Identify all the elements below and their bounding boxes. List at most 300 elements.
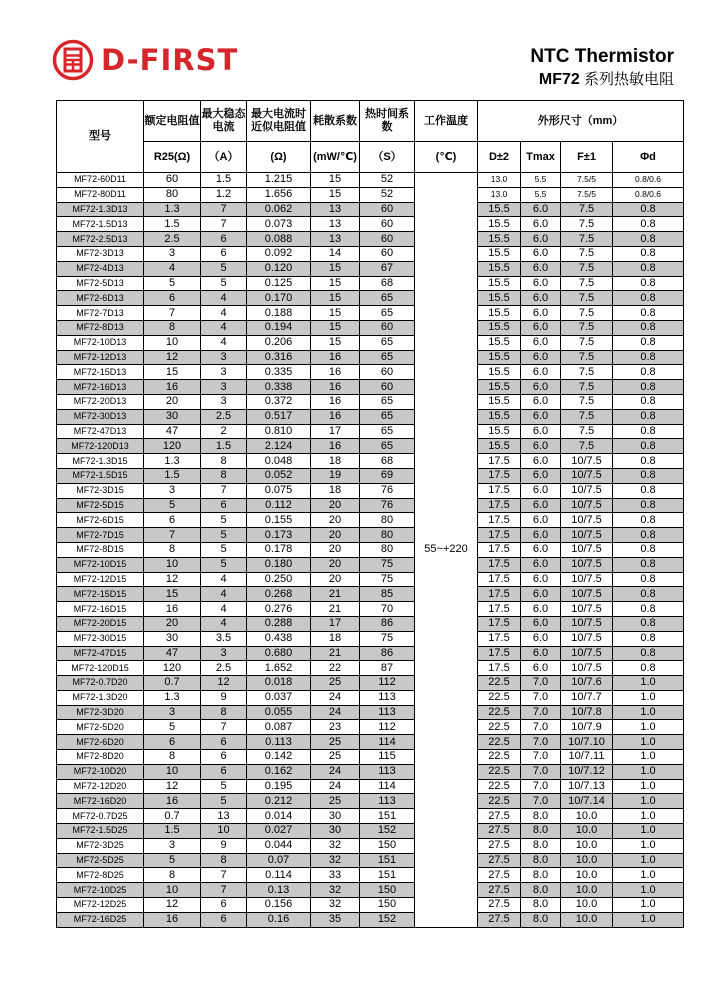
cell-f: 7.5 [561, 276, 613, 291]
cell-phi-d: 0.8/0.6 [613, 187, 684, 202]
cell-dissipation: 20 [311, 557, 360, 572]
cell-max-current: 5 [201, 513, 247, 528]
cell-r25: 16 [144, 794, 201, 809]
cell-tmax: 6.0 [521, 335, 561, 350]
cell-d: 15.5 [478, 394, 521, 409]
cell-approx-resistance: 0.194 [247, 320, 311, 335]
table-row [57, 853, 684, 868]
cell-phi-d: 0.8 [613, 557, 684, 572]
cell-r25: 1.3 [144, 690, 201, 705]
header-dimensions: 外形尺寸（mm） [478, 101, 684, 142]
cell-max-current: 1.5 [201, 439, 247, 454]
cell-f: 7.5 [561, 261, 613, 276]
cell-dissipation: 16 [311, 394, 360, 409]
cell-tmax: 6.0 [521, 380, 561, 395]
cell-model: MF72-0.7D20 [57, 676, 144, 691]
cell-d: 17.5 [478, 468, 521, 483]
cell-tmax: 8.0 [521, 883, 561, 898]
cell-model: MF72-8D20 [57, 750, 144, 765]
cell-dissipation: 33 [311, 868, 360, 883]
cell-d: 17.5 [478, 661, 521, 676]
cell-max-current: 7 [201, 868, 247, 883]
cell-r25: 15 [144, 587, 201, 602]
cell-f: 10/7.5 [561, 587, 613, 602]
cell-model: MF72-3D15 [57, 483, 144, 498]
cell-tmax: 6.0 [521, 646, 561, 661]
table-row [57, 424, 684, 439]
cell-d: 22.5 [478, 764, 521, 779]
cell-f: 10/7.9 [561, 720, 613, 735]
cell-model: MF72-7D13 [57, 306, 144, 321]
cell-operating-temperature: 55~+220 [415, 173, 478, 928]
cell-approx-resistance: 0.075 [247, 483, 311, 498]
cell-d: 27.5 [478, 868, 521, 883]
cell-phi-d: 1.0 [613, 838, 684, 853]
cell-max-current: 2.5 [201, 409, 247, 424]
cell-model: MF72-0.7D25 [57, 809, 144, 824]
table-row [57, 912, 684, 927]
cell-time-constant: 150 [360, 898, 415, 913]
cell-dissipation: 16 [311, 409, 360, 424]
cell-d: 22.5 [478, 750, 521, 765]
cell-r25: 1.5 [144, 468, 201, 483]
cell-f: 7.5 [561, 217, 613, 232]
cell-approx-resistance: 0.276 [247, 602, 311, 617]
cell-model: MF72-16D13 [57, 380, 144, 395]
cell-f: 10/7.8 [561, 705, 613, 720]
table-row [57, 809, 684, 824]
cell-dissipation: 21 [311, 646, 360, 661]
cell-dissipation: 15 [311, 173, 360, 188]
cell-time-constant: 75 [360, 557, 415, 572]
cell-tmax: 7.0 [521, 676, 561, 691]
cell-dissipation: 19 [311, 468, 360, 483]
cell-max-current: 8 [201, 468, 247, 483]
cell-tmax: 7.0 [521, 735, 561, 750]
table-row [57, 261, 684, 276]
cell-dissipation: 18 [311, 483, 360, 498]
cell-dissipation: 20 [311, 542, 360, 557]
cell-r25: 16 [144, 602, 201, 617]
cell-d: 17.5 [478, 602, 521, 617]
cell-approx-resistance: 0.16 [247, 912, 311, 927]
cell-time-constant: 152 [360, 824, 415, 839]
cell-time-constant: 80 [360, 513, 415, 528]
cell-approx-resistance: 0.178 [247, 542, 311, 557]
cell-time-constant: 113 [360, 794, 415, 809]
cell-time-constant: 52 [360, 173, 415, 188]
cell-phi-d: 0.8 [613, 365, 684, 380]
cell-phi-d: 0.8 [613, 394, 684, 409]
table-row [57, 572, 684, 587]
cell-time-constant: 150 [360, 883, 415, 898]
cell-phi-d: 0.8 [613, 350, 684, 365]
cell-approx-resistance: 0.316 [247, 350, 311, 365]
cell-tmax: 6.0 [521, 587, 561, 602]
cell-f: 10.0 [561, 824, 613, 839]
table-row [57, 542, 684, 557]
cell-max-current: 6 [201, 246, 247, 261]
cell-f: 7.5 [561, 320, 613, 335]
cell-approx-resistance: 0.113 [247, 735, 311, 750]
table-row [57, 764, 684, 779]
cell-model: MF72-3D25 [57, 838, 144, 853]
cell-tmax: 6.0 [521, 350, 561, 365]
cell-model: MF72-1.3D15 [57, 454, 144, 469]
table-row [57, 750, 684, 765]
cell-max-current: 4 [201, 335, 247, 350]
cell-time-constant: 85 [360, 587, 415, 602]
cell-d: 27.5 [478, 883, 521, 898]
cell-time-constant: 60 [360, 202, 415, 217]
cell-time-constant: 60 [360, 320, 415, 335]
cell-max-current: 8 [201, 454, 247, 469]
cell-dissipation: 32 [311, 898, 360, 913]
cell-tmax: 6.0 [521, 424, 561, 439]
cell-time-constant: 76 [360, 483, 415, 498]
cell-phi-d: 1.0 [613, 794, 684, 809]
cell-model: MF72-1.3D13 [57, 202, 144, 217]
cell-time-constant: 87 [360, 661, 415, 676]
header-mw: (mW/℃) [311, 142, 360, 173]
cell-phi-d: 0.8 [613, 498, 684, 513]
table-row [57, 720, 684, 735]
cell-r25: 15 [144, 365, 201, 380]
cell-d: 17.5 [478, 587, 521, 602]
cell-model: MF72-12D15 [57, 572, 144, 587]
cell-approx-resistance: 0.142 [247, 750, 311, 765]
cell-tmax: 7.0 [521, 720, 561, 735]
cell-dissipation: 15 [311, 320, 360, 335]
cell-tmax: 6.0 [521, 542, 561, 557]
cell-f: 10/7.5 [561, 483, 613, 498]
cell-model: MF72-16D25 [57, 912, 144, 927]
cell-phi-d: 1.0 [613, 883, 684, 898]
cell-time-constant: 113 [360, 690, 415, 705]
cell-model: MF72-120D15 [57, 661, 144, 676]
cell-dissipation: 13 [311, 232, 360, 247]
cell-dissipation: 23 [311, 720, 360, 735]
table-row [57, 528, 684, 543]
cell-phi-d: 0.8 [613, 335, 684, 350]
cell-dissipation: 17 [311, 424, 360, 439]
cell-model: MF72-8D15 [57, 542, 144, 557]
cell-max-current: 7 [201, 483, 247, 498]
cell-r25: 8 [144, 542, 201, 557]
cell-d: 17.5 [478, 483, 521, 498]
cell-tmax: 6.0 [521, 557, 561, 572]
logo-text: D-FIRST [101, 42, 239, 77]
table-row [57, 513, 684, 528]
cell-model: MF72-12D13 [57, 350, 144, 365]
cell-model: MF72-20D15 [57, 616, 144, 631]
cell-f: 10/7.5 [561, 572, 613, 587]
cell-model: MF72-4D13 [57, 261, 144, 276]
cell-phi-d: 0.8 [613, 454, 684, 469]
header-ohm: (Ω) [247, 142, 311, 173]
cell-model: MF72-15D15 [57, 587, 144, 602]
cell-model: MF72-1.3D20 [57, 690, 144, 705]
cell-tmax: 6.0 [521, 217, 561, 232]
cell-r25: 20 [144, 394, 201, 409]
spec-table-body [57, 173, 684, 928]
table-row [57, 676, 684, 691]
table-row [57, 616, 684, 631]
cell-r25: 1.3 [144, 454, 201, 469]
table-row [57, 690, 684, 705]
cell-dissipation: 15 [311, 306, 360, 321]
table-row [57, 187, 684, 202]
cell-approx-resistance: 0.048 [247, 454, 311, 469]
cell-tmax: 6.0 [521, 246, 561, 261]
cell-r25: 2.5 [144, 232, 201, 247]
cell-f: 7.5/5 [561, 173, 613, 188]
cell-f: 10/7.5 [561, 646, 613, 661]
cell-d: 27.5 [478, 912, 521, 927]
cell-d: 22.5 [478, 705, 521, 720]
header-dissipation: 耗散系数 [311, 101, 360, 142]
cell-phi-d: 0.8 [613, 424, 684, 439]
cell-phi-d: 0.8 [613, 616, 684, 631]
cell-approx-resistance: 0.680 [247, 646, 311, 661]
cell-dissipation: 15 [311, 187, 360, 202]
cell-r25: 3 [144, 483, 201, 498]
cell-tmax: 8.0 [521, 898, 561, 913]
cell-time-constant: 151 [360, 809, 415, 824]
cell-approx-resistance: 1.215 [247, 173, 311, 188]
cell-model: MF72-5D25 [57, 853, 144, 868]
cell-approx-resistance: 0.517 [247, 409, 311, 424]
cell-approx-resistance: 0.062 [247, 202, 311, 217]
cell-tmax: 6.0 [521, 661, 561, 676]
cell-tmax: 7.0 [521, 705, 561, 720]
cell-r25: 5 [144, 498, 201, 513]
cell-dissipation: 16 [311, 439, 360, 454]
cell-max-current: 3 [201, 380, 247, 395]
cell-f: 7.5 [561, 350, 613, 365]
cell-f: 10.0 [561, 868, 613, 883]
cell-phi-d: 0.8 [613, 380, 684, 395]
table-row [57, 320, 684, 335]
cell-tmax: 7.0 [521, 779, 561, 794]
cell-f: 10.0 [561, 853, 613, 868]
header-f: F±1 [561, 142, 613, 173]
cell-d: 17.5 [478, 528, 521, 543]
cell-approx-resistance: 0.044 [247, 838, 311, 853]
cell-model: MF72-10D13 [57, 335, 144, 350]
cell-f: 10/7.14 [561, 794, 613, 809]
d-first-logo-icon [52, 39, 94, 81]
cell-r25: 8 [144, 320, 201, 335]
cell-d: 17.5 [478, 513, 521, 528]
cell-phi-d: 0.8 [613, 572, 684, 587]
cell-time-constant: 65 [360, 409, 415, 424]
cell-d: 15.5 [478, 350, 521, 365]
cell-time-constant: 60 [360, 380, 415, 395]
table-row [57, 173, 684, 188]
cell-f: 10.0 [561, 838, 613, 853]
cell-d: 17.5 [478, 557, 521, 572]
table-row [57, 824, 684, 839]
cell-f: 10/7.5 [561, 498, 613, 513]
cell-model: MF72-5D15 [57, 498, 144, 513]
cell-r25: 60 [144, 173, 201, 188]
table-row [57, 587, 684, 602]
cell-tmax: 6.0 [521, 439, 561, 454]
header-celsius: (℃) [415, 142, 478, 173]
cell-tmax: 6.0 [521, 306, 561, 321]
cell-r25: 30 [144, 409, 201, 424]
cell-d: 15.5 [478, 380, 521, 395]
cell-f: 10/7.5 [561, 528, 613, 543]
cell-time-constant: 68 [360, 454, 415, 469]
table-row [57, 232, 684, 247]
cell-max-current: 6 [201, 764, 247, 779]
cell-max-current: 8 [201, 853, 247, 868]
cell-max-current: 7 [201, 883, 247, 898]
cell-dissipation: 35 [311, 912, 360, 927]
cell-approx-resistance: 0.156 [247, 898, 311, 913]
cell-tmax: 6.0 [521, 616, 561, 631]
cell-max-current: 4 [201, 572, 247, 587]
cell-approx-resistance: 0.173 [247, 528, 311, 543]
cell-max-current: 9 [201, 838, 247, 853]
cell-max-current: 4 [201, 306, 247, 321]
cell-dissipation: 16 [311, 380, 360, 395]
cell-r25: 12 [144, 898, 201, 913]
cell-max-current: 7 [201, 217, 247, 232]
cell-tmax: 8.0 [521, 912, 561, 927]
cell-r25: 10 [144, 883, 201, 898]
cell-time-constant: 69 [360, 468, 415, 483]
cell-f: 10/7.13 [561, 779, 613, 794]
cell-phi-d: 1.0 [613, 764, 684, 779]
cell-time-constant: 112 [360, 676, 415, 691]
cell-approx-resistance: 0.162 [247, 764, 311, 779]
cell-approx-resistance: 1.656 [247, 187, 311, 202]
cell-time-constant: 75 [360, 572, 415, 587]
cell-r25: 120 [144, 661, 201, 676]
cell-max-current: 1.5 [201, 173, 247, 188]
cell-time-constant: 60 [360, 365, 415, 380]
cell-approx-resistance: 0.155 [247, 513, 311, 528]
cell-time-constant: 151 [360, 868, 415, 883]
cell-r25: 10 [144, 557, 201, 572]
cell-time-constant: 67 [360, 261, 415, 276]
cell-phi-d: 1.0 [613, 779, 684, 794]
cell-model: MF72-12D25 [57, 898, 144, 913]
cell-approx-resistance: 1.652 [247, 661, 311, 676]
cell-time-constant: 86 [360, 646, 415, 661]
cell-d: 22.5 [478, 794, 521, 809]
cell-r25: 47 [144, 646, 201, 661]
cell-phi-d: 0.8 [613, 631, 684, 646]
header-d: D±2 [478, 142, 521, 173]
cell-dissipation: 25 [311, 735, 360, 750]
cell-r25: 1.5 [144, 217, 201, 232]
cell-dissipation: 20 [311, 513, 360, 528]
cell-phi-d: 1.0 [613, 735, 684, 750]
cell-phi-d: 0.8 [613, 217, 684, 232]
table-row [57, 454, 684, 469]
cell-dissipation: 16 [311, 365, 360, 380]
cell-tmax: 6.0 [521, 468, 561, 483]
cell-approx-resistance: 0.288 [247, 616, 311, 631]
cell-r25: 6 [144, 291, 201, 306]
header-sec: （S） [360, 142, 415, 173]
cell-d: 17.5 [478, 631, 521, 646]
cell-max-current: 5 [201, 557, 247, 572]
cell-phi-d: 0.8 [613, 661, 684, 676]
cell-f: 7.5 [561, 424, 613, 439]
table-row [57, 409, 684, 424]
cell-r25: 5 [144, 853, 201, 868]
table-row [57, 394, 684, 409]
cell-max-current: 6 [201, 735, 247, 750]
cell-d: 13.0 [478, 187, 521, 202]
cell-dissipation: 32 [311, 838, 360, 853]
cell-time-constant: 75 [360, 631, 415, 646]
cell-dissipation: 15 [311, 335, 360, 350]
cell-approx-resistance: 0.206 [247, 335, 311, 350]
cell-max-current: 4 [201, 291, 247, 306]
cell-tmax: 6.0 [521, 394, 561, 409]
cell-time-constant: 60 [360, 217, 415, 232]
cell-r25: 0.7 [144, 809, 201, 824]
cell-f: 7.5 [561, 232, 613, 247]
table-row [57, 380, 684, 395]
cell-max-current: 5 [201, 542, 247, 557]
product-subtitle [539, 68, 674, 89]
cell-f: 10/7.5 [561, 468, 613, 483]
cell-max-current: 3 [201, 646, 247, 661]
cell-phi-d: 1.0 [613, 705, 684, 720]
table-row [57, 794, 684, 809]
cell-phi-d: 0.8 [613, 439, 684, 454]
cell-time-constant: 114 [360, 735, 415, 750]
cell-max-current: 6 [201, 750, 247, 765]
cell-model: MF72-15D13 [57, 365, 144, 380]
table-row [57, 217, 684, 232]
table-row [57, 483, 684, 498]
cell-tmax: 6.0 [521, 202, 561, 217]
cell-approx-resistance: 0.088 [247, 232, 311, 247]
cell-dissipation: 13 [311, 217, 360, 232]
cell-max-current: 6 [201, 912, 247, 927]
cell-d: 17.5 [478, 616, 521, 631]
cell-phi-d: 0.8 [613, 513, 684, 528]
cell-tmax: 7.0 [521, 750, 561, 765]
header-phi-d: Φd [613, 142, 684, 173]
cell-f: 7.5/5 [561, 187, 613, 202]
cell-f: 10.0 [561, 898, 613, 913]
cell-d: 17.5 [478, 646, 521, 661]
cell-model: MF72-3D13 [57, 246, 144, 261]
cell-f: 10/7.5 [561, 454, 613, 469]
cell-approx-resistance: 0.372 [247, 394, 311, 409]
cell-model: MF72-5D13 [57, 276, 144, 291]
header-max-current: 最大稳态电流 [201, 101, 247, 142]
cell-model: MF72-10D20 [57, 764, 144, 779]
cell-phi-d: 0.8 [613, 409, 684, 424]
cell-d: 15.5 [478, 246, 521, 261]
cell-f: 10/7.6 [561, 676, 613, 691]
cell-r25: 1.3 [144, 202, 201, 217]
cell-approx-resistance: 0.338 [247, 380, 311, 395]
cell-tmax: 6.0 [521, 320, 561, 335]
cell-d: 15.5 [478, 276, 521, 291]
cell-dissipation: 20 [311, 572, 360, 587]
